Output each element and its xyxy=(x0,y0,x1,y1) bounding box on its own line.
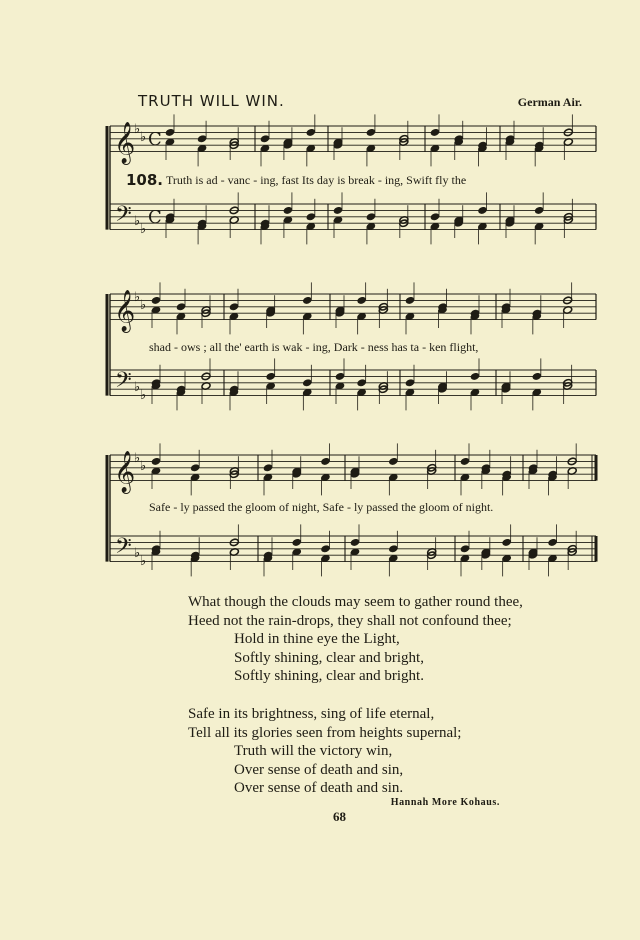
treble-clef-icon: 𝄞 xyxy=(114,451,136,493)
note-head xyxy=(460,457,470,466)
note-head xyxy=(292,538,302,547)
system-3-lyric: Safe - ly passed the gloom of night, Safe - ly passed the gloom of night. xyxy=(149,500,494,514)
note-head xyxy=(306,128,316,137)
bass-clef-icon: 𝄢 xyxy=(115,202,132,233)
note-head xyxy=(266,372,276,381)
note-head xyxy=(151,296,161,305)
note-head xyxy=(165,128,175,137)
flat-icon: ♭ xyxy=(140,459,147,474)
author-credit: Hannah More Kohaus. xyxy=(390,797,500,808)
note-head xyxy=(190,464,200,473)
note-head xyxy=(283,206,293,215)
flat-icon: ♭ xyxy=(140,130,147,145)
flat-icon: ♭ xyxy=(140,298,147,313)
note-head xyxy=(176,303,186,312)
flat-icon: ♭ xyxy=(140,553,147,569)
verse-line: Over sense of death and sin. xyxy=(234,780,404,796)
composer-credit: German Air. xyxy=(517,95,582,109)
note-head xyxy=(388,457,398,466)
bass-clef-icon: 𝄢 xyxy=(115,534,132,565)
common-time-icon: C xyxy=(148,207,162,229)
verse-line: Over sense of death and sin, xyxy=(234,761,404,778)
hymn-number: 108. xyxy=(126,171,164,189)
verse-line: Softly shining, clear and bright, xyxy=(234,649,424,666)
flat-icon: ♭ xyxy=(134,451,141,466)
note-head xyxy=(263,464,273,473)
note-head xyxy=(366,213,376,222)
note-head xyxy=(321,545,331,554)
page-number: 68 xyxy=(333,809,346,824)
note-head xyxy=(335,372,345,381)
flat-icon: ♭ xyxy=(134,213,141,229)
note-head xyxy=(388,545,398,554)
hymn-title: TRUTH WILL WIN. xyxy=(138,92,285,110)
note-head xyxy=(405,296,415,305)
verse-line: Safe in its brightness, sing of life eternal, xyxy=(188,706,435,722)
common-time-icon: C xyxy=(148,129,162,151)
note-head xyxy=(470,372,480,381)
verse-line: Hold in thine eye the Light, xyxy=(234,631,400,647)
verse-line: Heed not the rain-drops, they shall not confound thee; xyxy=(188,612,512,629)
note-head xyxy=(366,128,376,137)
note-head xyxy=(502,538,512,547)
note-head xyxy=(302,379,312,388)
note-head xyxy=(306,213,316,222)
note-head xyxy=(350,538,360,547)
verse-2 xyxy=(188,705,461,798)
note-head xyxy=(321,457,331,466)
note-head xyxy=(548,538,558,547)
note-head xyxy=(302,296,312,305)
verse-line: What though the clouds may seem to gather round thee, xyxy=(188,594,523,610)
verse-1 xyxy=(188,593,523,686)
treble-clef-icon: 𝄞 xyxy=(114,122,136,164)
note-head xyxy=(260,135,270,144)
note-head xyxy=(151,457,161,466)
verse-line: Truth will the victory win, xyxy=(234,743,393,759)
note-head xyxy=(430,128,440,137)
flat-icon: ♭ xyxy=(140,221,147,237)
note-head xyxy=(357,296,367,305)
note-head xyxy=(430,213,440,222)
flat-icon: ♭ xyxy=(134,122,141,137)
flat-icon: ♭ xyxy=(134,545,141,561)
system-2-lyric: shad - ows ; all the' earth is wak - ing, Dark - ness has ta - ken flight, xyxy=(149,340,479,354)
flat-icon: ♭ xyxy=(140,387,147,403)
note-head xyxy=(357,379,367,388)
note-head xyxy=(534,206,544,215)
note-head xyxy=(478,206,488,215)
note-head xyxy=(333,206,343,215)
flat-icon: ♭ xyxy=(134,290,141,305)
system-1-lyric: Truth is ad - vanc - ing, fast Its day is break - ing, Swift fly the xyxy=(166,173,467,187)
note-head xyxy=(532,372,542,381)
flat-icon: ♭ xyxy=(134,379,141,395)
bass-clef-icon: 𝄢 xyxy=(115,368,132,399)
note-head xyxy=(460,545,470,554)
note-head xyxy=(229,303,239,312)
verse-line: Tell all its glories seen from heights supernal; xyxy=(188,724,462,741)
note-head xyxy=(197,135,207,144)
note-head xyxy=(405,379,415,388)
verse-line: Softly shining, clear and bright. xyxy=(234,668,424,684)
treble-clef-icon: 𝄞 xyxy=(114,290,136,332)
